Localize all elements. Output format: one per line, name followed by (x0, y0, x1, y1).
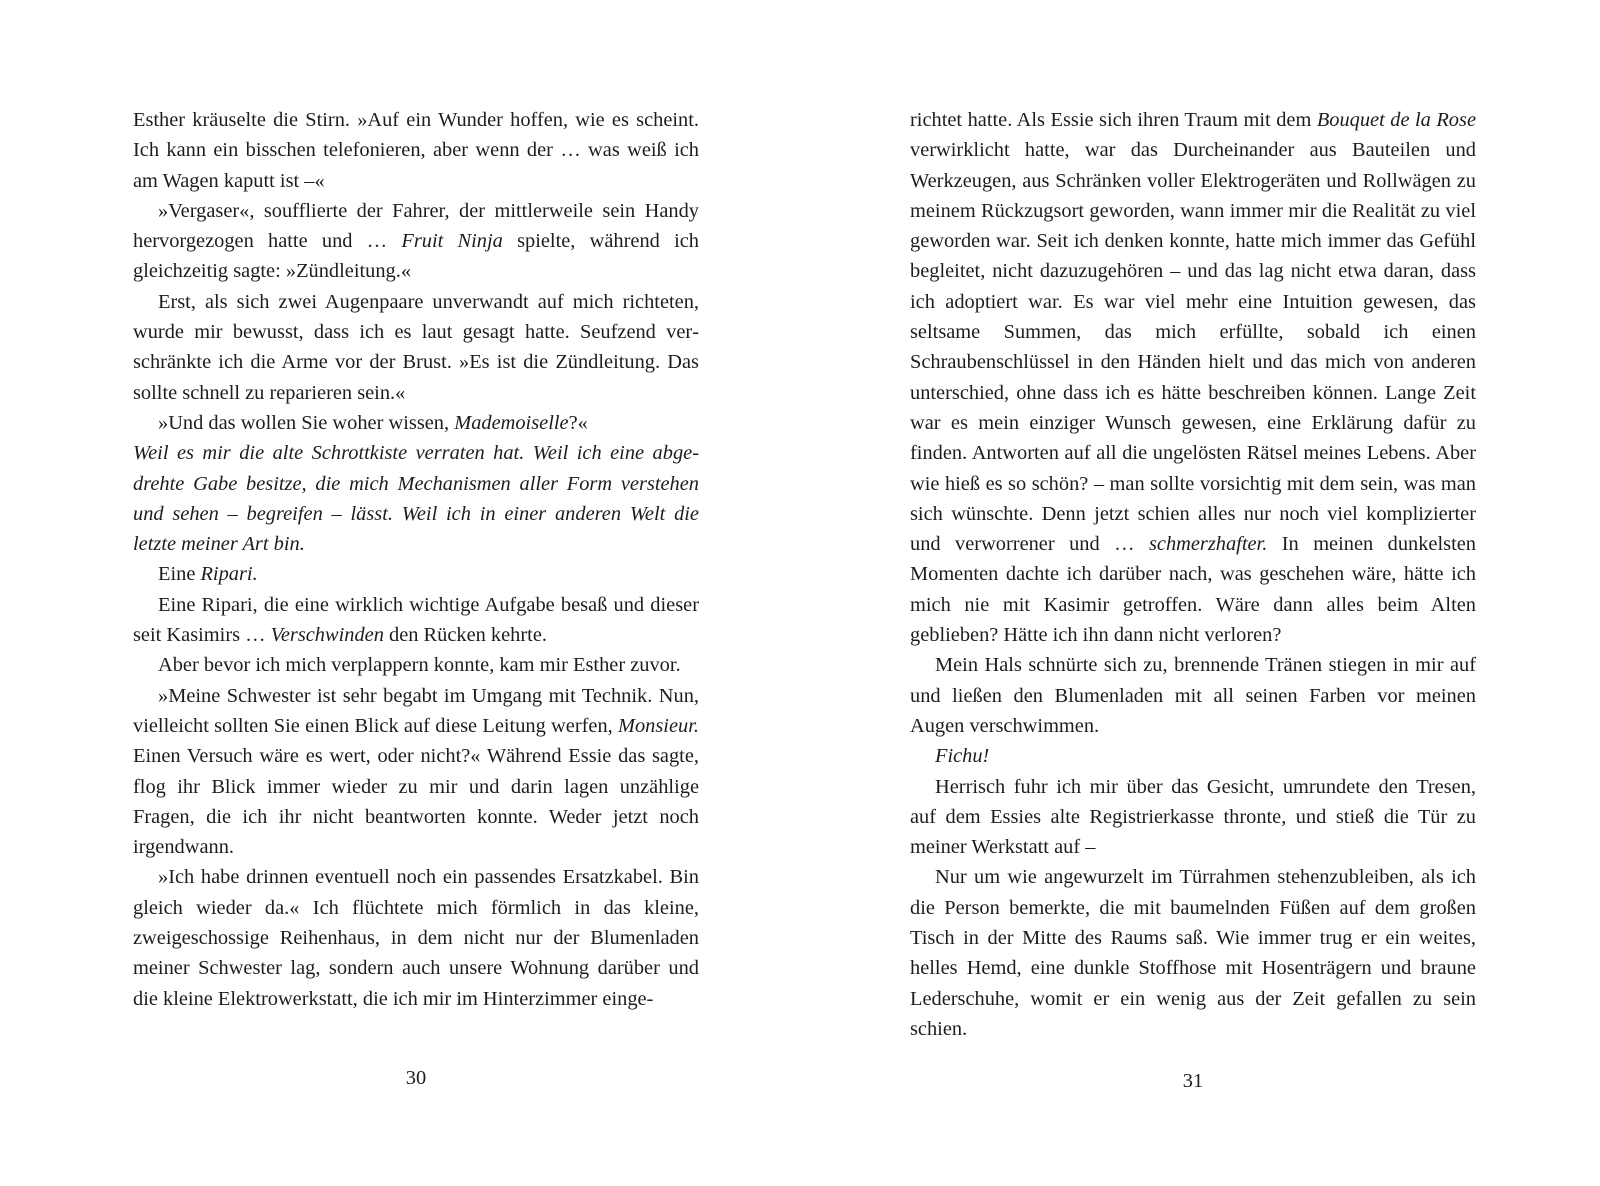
paragraph: »Und das wollen Sie woher wissen, Mademoiselle?« (158, 411, 588, 434)
paragraph: Mein Hals schnürte sich zu, brennende Tränen stiegen in mir auf und ließen den Blumenladen mit all seinen Farben vor meinen Augen verschwimmen. (910, 654, 1476, 737)
left-page-text (133, 105, 699, 1014)
paragraph: Eine Ripari. (158, 563, 258, 586)
right-page (910, 105, 1476, 1145)
paragraph: »Meine Schwester ist sehr begabt im Umgang mit Technik. Nun, vielleicht sollten Sie einen Blick auf diese Leitung werfen, Monsieur. Einen Versuch wäre es wert, oder nicht?« Während Essie das sagte, flog ihr Blick immer wieder zu mir und darin lagen unzählige Fragen, die ich ihr nicht beantworten konnte. Weder jetzt noch irgendwann. (133, 684, 699, 859)
paragraph: Weil es mir die alte Schrottkiste verraten hat. Weil ich eine abgedrehte Gabe besitze, die mich Mechanismen aller Form verstehen und sehen – begreifen – lässt. Weil ich in einer anderen Welt die letzte meiner Art bin. (133, 442, 699, 556)
paragraph: Erst, als sich zwei Augenpaare unverwandt auf mich richteten, wurde mir bewusst, dass ich es laut gesagt hatte. Seufzend verschränkte ich die Arme vor der Brust. »Es ist die Zündleitung. Das sollte schnell zu reparieren sein.« (133, 290, 699, 404)
page-number: 31 (1182, 1070, 1204, 1092)
paragraph: Aber bevor ich mich verplappern konnte, kam mir Esther zuvor. (158, 654, 681, 677)
paragraph: Eine Ripari, die eine wirklich wichtige Aufgabe besaß und dieser seit Kasimirs … Verschwinden den Rücken kehrte. (133, 593, 699, 647)
paragraph: Esther kräuselte die Stirn. »Auf ein Wunder hoffen, wie es scheint. Ich kann ein bisschen telefonieren, aber wenn der … was weiß ich am Wagen kaputt ist –« (133, 109, 699, 192)
right-page-text (910, 105, 1476, 1044)
paragraph: »Ich habe drinnen eventuell noch ein passendes Ersatzkabel. Bin gleich wieder da.« Ich flüchtete mich förmlich in das kleine, zweigeschossige Reihenhaus, in dem nicht nur der Blumenladen meiner Schwester lag, sondern auch unsere Wohnung darüber und die kleine Elektrowerkstatt, die ich mir im Hinterzimmer einge- (133, 866, 699, 1010)
paragraph: »Vergaser«, soufflierte der Fahrer, der mittlerweile sein Handy hervorgezogen hatte und … Fruit Ninja spielte, während ich gleichzeitig sagte: »Zündleitung.« (133, 199, 700, 283)
paragraph: Fichu! (935, 745, 990, 768)
paragraph: Herrisch fuhr ich mir über das Gesicht, umrundete den Tresen, auf dem Essies alte Registrierkasse thronte, und stieß die Tür zu meiner Werkstatt auf – (910, 775, 1476, 859)
paragraph: Nur um wie angewurzelt im Türrahmen stehenzubleiben, als ich die Person bemerkte, die mit baumelnden Füßen auf dem großen Tisch in der Mitte des Raums saß. Wie immer trug er ein weites, helles Hemd, eine dunkle Stoffhose mit Hosenträgern und braune Lederschuhe, womit er ein wenig aus der Zeit gefallen zu sein schien. (910, 866, 1476, 1040)
paragraph: richtet hatte. Als Essie sich ihren Traum mit dem Bouquet de la Rose verwirklicht hatte, war das Durcheinander aus Bauteilen und Werkzeugen, aus Schränken voller Elektrogeräten und Rollwägen zu meinem Rückzugsort geworden, wann immer mir die Realität zu viel geworden war. Seit ich denken konnte, hatte mich immer das Gefühl begleitet, nicht dazuzugehören – und das lag nicht etwa daran, dass ich adoptiert war. Es war viel mehr eine Intuition gewesen, das seltsame Summen, das mich erfüllte, sobald ich einen Schraubenschlüssel in den Händen hielt und das mich von anderen unterschied, ohne dass ich es hätte beschreiben können. Lange Zeit war es mein einziger Wunsch gewesen, eine Erklärung dafür zu finden. Antworten auf all die ungelösten Rätsel meines Lebens. Aber wie hieß es so schön? – man sollte vorsichtig mit dem sein, was man sich wünschte. Denn jetzt schien alles nur noch viel komplizierter und verworrener und … schmerzhafter. In meinen dunkelsten Momenten dachte ich darüber nach, was geschehen wäre, hätte ich mich nie mit Kasimir getroffen. Wäre dann alles beim Alten geblieben? Hätte ich ihn dann nicht verloren? (910, 109, 1476, 647)
left-page (133, 105, 699, 1145)
page-number: 30 (405, 1067, 427, 1089)
